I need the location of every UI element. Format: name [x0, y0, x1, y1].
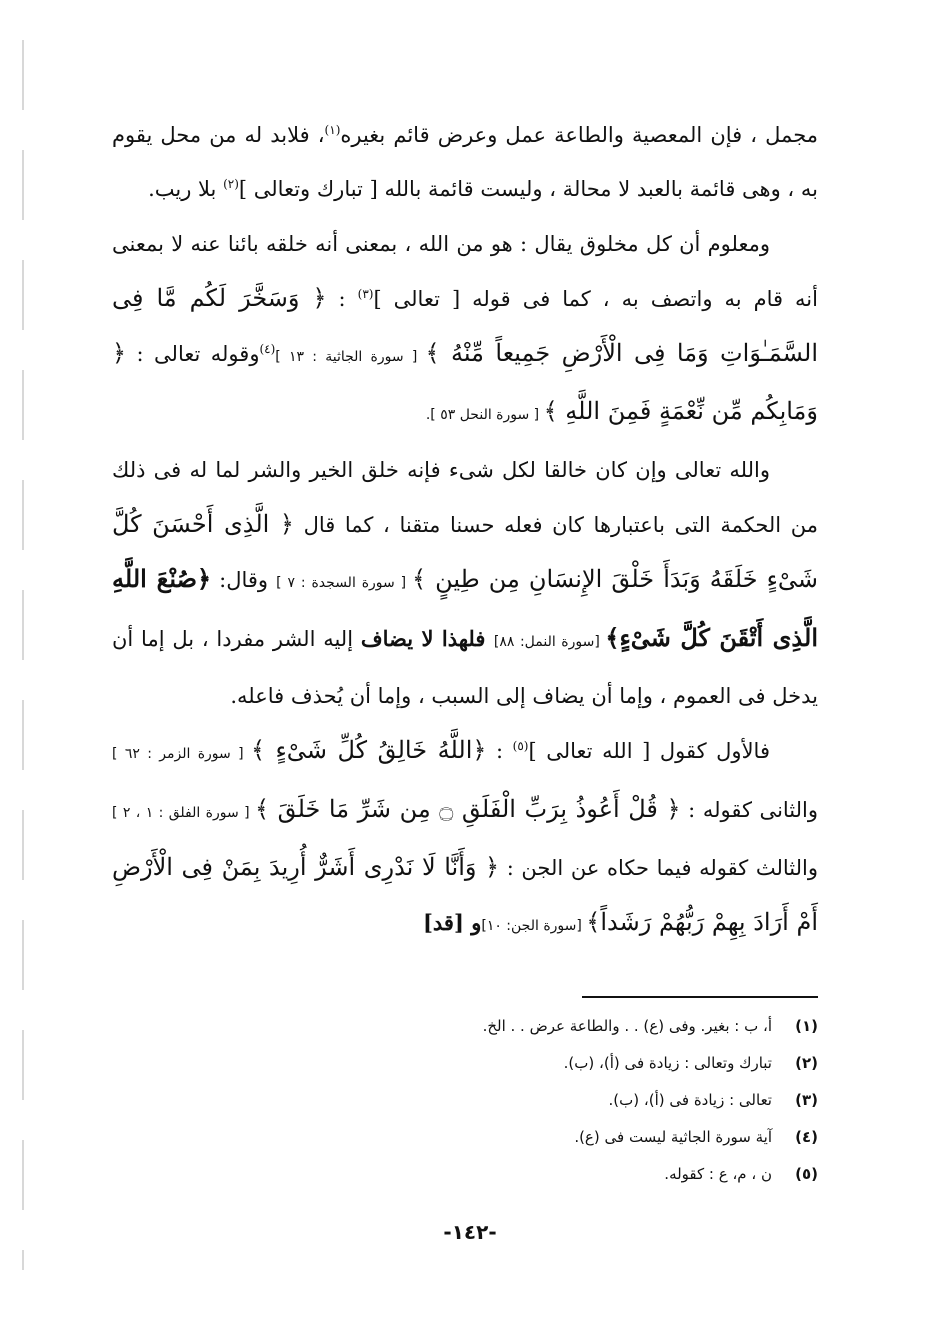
text-run: وقوله تعالى : — [126, 342, 260, 367]
quran-verse: ﴿ قُلْ أَعُوذُ بِرَبِّ الْفَلَقِ ۝ مِن شَرِّ مَا خَلَقَ ﴾ — [254, 794, 681, 823]
footnote-marker: (٢) — [223, 177, 239, 192]
footnote-3 — [318, 1082, 818, 1119]
quran-verse: ﴿ وَمَابِكُم مِّن نِّعْمَةٍ فَمِنَ اللَّهِ ﴾ — [112, 339, 818, 426]
surah-reference: [ سورة السجدة : ٧ ] — [276, 575, 412, 592]
surah-reference: [سورة الجن: ١٠] — [481, 918, 587, 935]
text-run: : — [486, 739, 513, 764]
footnote-text: آية سورة الجاثية ليست فى (ع). — [574, 1128, 772, 1146]
text-run: مجمل ، فإن المعصية والطاعة عمل وعرض قائم بغيره — [340, 123, 818, 147]
footnote-4 — [318, 1119, 818, 1156]
surah-reference: [سورة النمل: ٨٨] — [493, 633, 606, 650]
paragraph-4 — [112, 723, 818, 953]
quran-verse: ﴿ وَأَنَّا لَا نَدْرِى أَشَرٌّ أُرِيدَ بِمَنْ فِى الْأَرْضِ أَمْ أَرَادَ بِهِمْ رَبُّهُمْ رَشَداً﴾ — [112, 852, 818, 937]
text-run: ومعلوم أن كل مخلوق يقال : هو من الله ، بمعنى أنه خلقه بائنا عنه لا بمعنى أنه قام به واتصف به ، كما فى قوله [ تعالى ] — [112, 231, 818, 311]
footnote-text: تعالى : زيادة فى (أ)، (ب). — [608, 1091, 772, 1109]
text-run: بلا ريب. — [148, 177, 224, 202]
quran-verse: ﴿اللَّهُ خَالِقُ كُلِّ شَىْءٍ ﴾ — [250, 736, 487, 765]
footnote-number: (٣) — [795, 1091, 818, 1109]
text-run: فالأول كقول [ الله تعالى ] — [528, 739, 770, 764]
paragraph-2 — [112, 217, 818, 443]
footnote-2 — [318, 1045, 818, 1082]
text-run: إليه الشر مفردا ، بل إما أن يدخل فى العموم ، وإما أن يضاف إلى السبب ، وإما أن يُحذف فاعله. — [112, 626, 818, 708]
text-run: ، فلابد له من محل يقوم به ، وهى قائمة بالعبد لا محالة ، وليست قائمة بالله [ تبارك وتعالى ] — [112, 123, 818, 202]
quran-verse: ﴿صُنْعَ اللَّهِ الَّذِى أَتْقَنَ كُلَّ شَىْءٍ﴾ — [112, 564, 818, 652]
footnote-marker: (٣) — [357, 286, 374, 301]
footnote-text: ن ، م، ع : كقوله. — [664, 1165, 772, 1183]
surah-reference: [ سورة الزمر : ٦٢ ] — [112, 746, 251, 763]
text-run: والله تعالى وإن كان خالقا لكل شىء فإنه خلق الخير والشر لما له فى ذلك من الحكمة التى باعتبارها كان فعله حسنا متقنا ، كما قال — [112, 457, 818, 538]
footnote-marker: (٥) — [512, 739, 529, 754]
scan-edge-artifact — [22, 40, 24, 1270]
footnotes — [318, 1008, 818, 1193]
text-run: فلهذا لا يضاف — [360, 625, 494, 651]
footnote-text: أ، ب : بغير. وفى (ع) . . والطاعة عرض . . الخ. — [482, 1017, 772, 1035]
page-number: -١٤٢- — [443, 1220, 497, 1244]
text-run: والثانى كقوله : — [680, 797, 819, 822]
footnote-number: (٤) — [795, 1128, 818, 1146]
text-run: وقال: — [211, 568, 277, 593]
main-text — [112, 108, 818, 953]
surah-reference: [ سورة الفلق : ١ ، ٢ ] — [112, 804, 255, 821]
footnote-separator — [582, 996, 818, 998]
surah-reference: [ سورة النحل ٥٣ ]. — [425, 407, 544, 424]
text-run: : — [326, 286, 358, 311]
footnote-marker: (١) — [324, 123, 341, 137]
text-run: و [قد] — [422, 910, 482, 936]
footnote-5 — [318, 1156, 818, 1193]
footnote-text: تبارك وتعالى : زيادة فى (أ)، (ب). — [563, 1054, 772, 1072]
footnote-number: (١) — [795, 1017, 818, 1035]
paragraph-1 — [112, 108, 818, 217]
quran-verse: ﴿ الَّذِى أَحْسَنَ كُلَّ شَىْءٍ خَلَقَهُ وَبَدَأَ خَلْقَ الإِنسَانِ مِن طِينٍ ﴾ — [112, 510, 819, 594]
footnote-number: (٢) — [795, 1054, 818, 1072]
footnote-marker: (٤) — [259, 342, 276, 357]
quran-verse: ﴿ وَسَخَّرَ لَكُم مَّا فِى السَّمَـٰوَاتِ وَمَا فِى الْأَرْضِ جَمِيعاً مِّنْهُ ﴾ — [112, 283, 819, 368]
text-run: والثالث كقوله فيما حكاه عن الجن : — [499, 855, 819, 880]
footnote-number: (٥) — [795, 1165, 818, 1183]
surah-reference: [ سورة الجاثية : ١٣ ] — [275, 349, 426, 366]
paragraph-3 — [112, 443, 818, 723]
footnote-1 — [318, 1008, 818, 1045]
